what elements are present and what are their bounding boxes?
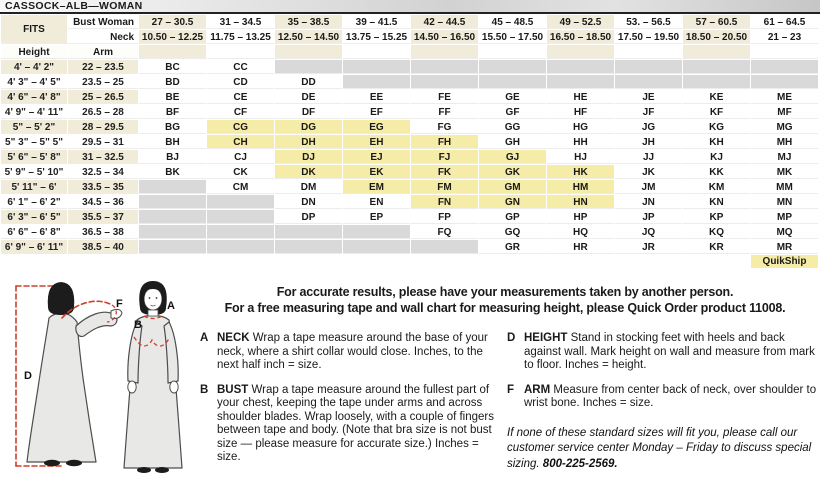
size-cell: BF <box>139 105 206 119</box>
size-cell: KK <box>683 165 750 179</box>
size-cell-quikship: EM <box>343 180 410 194</box>
height-range: 4' 3" – 4' 5" <box>1 75 67 89</box>
size-cell-unavailable <box>411 240 478 254</box>
size-cell: EP <box>343 210 410 224</box>
size-cell: MG <box>751 120 818 134</box>
instruction-letter: F <box>507 383 515 396</box>
size-row <box>1 75 818 89</box>
spacer-cell <box>207 45 274 59</box>
size-cell: MN <box>751 195 818 209</box>
height-range: 6' 9" – 6' 11" <box>1 240 67 254</box>
bust-range-header: 31 – 34.5 <box>207 15 274 29</box>
size-cell: GE <box>479 90 546 104</box>
height-range: 4' – 4' 2" <box>1 60 67 74</box>
height-range: 4' 6" – 4' 8" <box>1 90 67 104</box>
size-cell-unavailable <box>343 225 410 239</box>
size-cell: JH <box>615 135 682 149</box>
size-cell-unavailable <box>479 75 546 89</box>
quikship-row <box>1 255 818 268</box>
size-cell: MM <box>751 180 818 194</box>
size-cell: MK <box>751 165 818 179</box>
size-cell: KH <box>683 135 750 149</box>
measure-instruction-arm <box>507 384 819 411</box>
bust-header-row <box>1 15 818 29</box>
height-range: 5' 6" – 5' 8" <box>1 150 67 164</box>
spacer-cell <box>479 45 546 59</box>
instruction-text: HEIGHT Stand in stocking feet with heels and back against wall. Mark height on wall and measure from mark to floor. Inches = height. <box>524 332 815 371</box>
arm-range: 38.5 – 40 <box>68 240 138 254</box>
size-cell: JK <box>615 165 682 179</box>
neck-range-header: 15.50 – 17.50 <box>479 30 546 44</box>
bust-range-header: 53. – 56.5 <box>615 15 682 29</box>
size-cell: HF <box>547 105 614 119</box>
size-cell: KF <box>683 105 750 119</box>
arm-range: 34.5 – 36 <box>68 195 138 209</box>
size-cell: JR <box>615 240 682 254</box>
arm-range: 26.5 – 28 <box>68 105 138 119</box>
size-cell: EF <box>343 105 410 119</box>
size-cell: MQ <box>751 225 818 239</box>
size-row <box>1 165 818 179</box>
size-cell: CK <box>207 165 274 179</box>
figure-front-view <box>124 281 182 473</box>
collar <box>148 310 158 316</box>
size-row <box>1 60 818 74</box>
letter-a-label: A <box>167 300 175 312</box>
spacer-cell <box>615 45 682 59</box>
size-cell-quikship: CG <box>207 120 274 134</box>
size-cell-unavailable <box>139 195 206 209</box>
size-cell-unavailable <box>683 60 750 74</box>
arm-column-label: Arm <box>68 45 138 59</box>
height-range: 5" – 5' 2" <box>1 120 67 134</box>
instruction-letter: D <box>507 332 516 344</box>
measure-instruction-neck <box>200 332 502 373</box>
arm-range: 23.5 – 25 <box>68 75 138 89</box>
size-cell: KQ <box>683 225 750 239</box>
bust-range-header: 57 – 60.5 <box>683 15 750 29</box>
size-cell: FE <box>411 90 478 104</box>
size-cell-unavailable <box>275 225 342 239</box>
bust-row-label: Bust Woman <box>68 15 138 29</box>
size-row <box>1 240 818 254</box>
size-cell: JJ <box>615 150 682 164</box>
size-cell: HH <box>547 135 614 149</box>
instruction-letter: A <box>200 332 209 344</box>
size-cell-quikship: DH <box>275 135 342 149</box>
size-cell: MR <box>751 240 818 254</box>
size-cell-unavailable <box>275 60 342 74</box>
size-cell: DM <box>275 180 342 194</box>
neck-row-label: Neck <box>68 30 138 44</box>
size-cell-quikship: HN <box>547 195 614 209</box>
size-cell: HG <box>547 120 614 134</box>
size-row <box>1 225 818 239</box>
size-cell-quikship: EK <box>343 165 410 179</box>
measure-instruction-height <box>507 332 819 373</box>
size-cell-quikship: FN <box>411 195 478 209</box>
measure-instruction-bust <box>200 384 502 465</box>
arm-range: 33.5 – 35 <box>68 180 138 194</box>
size-cell-quikship: DG <box>275 120 342 134</box>
size-row <box>1 180 818 194</box>
size-cell: FF <box>411 105 478 119</box>
size-cell: DF <box>275 105 342 119</box>
size-cell-quikship: FK <box>411 165 478 179</box>
size-cell: HQ <box>547 225 614 239</box>
size-cell: GR <box>479 240 546 254</box>
size-cell: JE <box>615 90 682 104</box>
size-cell: ME <box>751 90 818 104</box>
sizing-table <box>0 14 819 269</box>
size-cell-unavailable <box>343 60 410 74</box>
size-cell-unavailable <box>139 210 206 224</box>
instruction-term: ARM <box>524 383 554 396</box>
arm-range: 36.5 – 38 <box>68 225 138 239</box>
instructions-left-column <box>200 332 502 476</box>
intro-text <box>190 284 820 316</box>
size-cell: JF <box>615 105 682 119</box>
size-cell-unavailable <box>207 240 274 254</box>
size-cell: BG <box>139 120 206 134</box>
neck-range-header: 14.50 – 16.50 <box>411 30 478 44</box>
size-cell: JG <box>615 120 682 134</box>
size-cell-unavailable <box>751 75 818 89</box>
size-cell-quikship: EH <box>343 135 410 149</box>
lower-section <box>0 278 820 482</box>
size-cell-quikship: HK <box>547 165 614 179</box>
size-cell: GF <box>479 105 546 119</box>
spacer-cell <box>751 45 818 59</box>
height-range: 5' 9" – 5' 10" <box>1 165 67 179</box>
neck-range-header: 21 – 23 <box>751 30 818 44</box>
size-cell: HJ <box>547 150 614 164</box>
arm-range: 32.5 – 34 <box>68 165 138 179</box>
size-cell-unavailable <box>139 240 206 254</box>
letter-b-label: B <box>134 319 142 331</box>
size-cell: EE <box>343 90 410 104</box>
size-cell: KP <box>683 210 750 224</box>
instruction-letter: B <box>200 383 209 396</box>
size-cell-quikship: DK <box>275 165 342 179</box>
size-cell-unavailable <box>343 240 410 254</box>
spacer-cell <box>343 45 410 59</box>
spacer-cell <box>139 45 206 59</box>
size-cell: KR <box>683 240 750 254</box>
bust-range-header: 39 – 41.5 <box>343 15 410 29</box>
size-cell: BC <box>139 60 206 74</box>
size-row <box>1 135 818 149</box>
size-cell-unavailable <box>751 60 818 74</box>
height-column-label: Height <box>1 45 67 59</box>
size-cell-quikship: HM <box>547 180 614 194</box>
bust-range-header: 42 – 44.5 <box>411 15 478 29</box>
intro-line-1: For accurate results, please have your measurements taken by another person. <box>276 285 734 299</box>
instruction-term: BUST <box>217 383 252 396</box>
size-cell: DN <box>275 195 342 209</box>
height-range: 4' 9" – 4' 11" <box>1 105 67 119</box>
quikship-badge: QuikShip <box>751 255 818 268</box>
size-cell: HP <box>547 210 614 224</box>
height-range: 5' 11" – 6' <box>1 180 67 194</box>
instructions-right-column <box>507 332 819 472</box>
size-cell-quikship: GN <box>479 195 546 209</box>
size-row <box>1 210 818 224</box>
bust-range-header: 61 – 64.5 <box>751 15 818 29</box>
size-cell-unavailable <box>207 195 274 209</box>
instruction-term: HEIGHT <box>524 332 571 344</box>
neck-range-header: 18.50 – 20.50 <box>683 30 750 44</box>
size-cell: GG <box>479 120 546 134</box>
size-row <box>1 150 818 164</box>
spacer-cell <box>275 45 342 59</box>
size-cell: JN <box>615 195 682 209</box>
size-row <box>1 90 818 104</box>
instruction-text: NECK Wrap a tape measure around the base of your neck, where a shirt collar would close. Inches, to the next half inch = size. <box>217 332 488 371</box>
size-cell-quikship: FJ <box>411 150 478 164</box>
size-cell: CF <box>207 105 274 119</box>
measurement-diagram <box>2 278 198 480</box>
size-cell: DD <box>275 75 342 89</box>
size-cell: HE <box>547 90 614 104</box>
size-cell: CE <box>207 90 274 104</box>
size-cell: FQ <box>411 225 478 239</box>
instruction-text: BUST Wrap a tape measure around the fullest part of your chest, keeping the tape under arms and across shoulder blades. Wrap loosely, with a couple of fingers between tape and body. (Note that bra size is not bust size — please measure for accurate size.) Inches = size. <box>217 383 495 463</box>
size-cell-unavailable <box>547 75 614 89</box>
figure-back-view <box>27 282 123 466</box>
size-cell-quikship: GK <box>479 165 546 179</box>
bust-range-header: 35 – 38.5 <box>275 15 342 29</box>
size-cell: MP <box>751 210 818 224</box>
spacer-cell <box>683 45 750 59</box>
size-cell-unavailable <box>139 180 206 194</box>
size-cell: HR <box>547 240 614 254</box>
intro-line-2: For a free measuring tape and wall chart for measuring height, please Quick Order product 11008. <box>224 301 786 315</box>
size-cell-quikship: FM <box>411 180 478 194</box>
size-cell: KJ <box>683 150 750 164</box>
size-cell: FG <box>411 120 478 134</box>
neck-range-header: 13.75 – 15.25 <box>343 30 410 44</box>
arm-range: 25 – 26.5 <box>68 90 138 104</box>
size-cell: CJ <box>207 150 274 164</box>
size-cell-unavailable <box>139 225 206 239</box>
arm-range: 35.5 – 37 <box>68 210 138 224</box>
size-cell-quikship: CH <box>207 135 274 149</box>
size-cell-quikship: EJ <box>343 150 410 164</box>
bust-range-header: 45 – 48.5 <box>479 15 546 29</box>
size-cell-quikship: GM <box>479 180 546 194</box>
bust-range-header: 27 – 30.5 <box>139 15 206 29</box>
size-cell: KN <box>683 195 750 209</box>
size-cell: EN <box>343 195 410 209</box>
special-sizing-note <box>507 426 819 473</box>
size-cell: GH <box>479 135 546 149</box>
neck-header-row <box>1 30 818 44</box>
size-cell-quikship: DJ <box>275 150 342 164</box>
letter-d-label: D <box>24 370 32 382</box>
instruction-term: NECK <box>217 332 253 344</box>
phone-number: 800-225-2569. <box>542 457 618 470</box>
size-cell: DE <box>275 90 342 104</box>
size-cell: CC <box>207 60 274 74</box>
size-cell: JP <box>615 210 682 224</box>
size-row <box>1 105 818 119</box>
size-cell: CM <box>207 180 274 194</box>
neck-range-header: 16.50 – 18.50 <box>547 30 614 44</box>
size-cell: GQ <box>479 225 546 239</box>
size-cell: BJ <box>139 150 206 164</box>
size-cell-unavailable <box>615 60 682 74</box>
size-cell-quikship: GJ <box>479 150 546 164</box>
measure-header-row <box>1 45 818 59</box>
size-cell-unavailable <box>615 75 682 89</box>
arm-range: 22 – 23.5 <box>68 60 138 74</box>
size-cell: MJ <box>751 150 818 164</box>
bust-range-header: 49 – 52.5 <box>547 15 614 29</box>
size-cell: MH <box>751 135 818 149</box>
size-cell: JM <box>615 180 682 194</box>
arm-range: 28 – 29.5 <box>68 120 138 134</box>
size-cell: MF <box>751 105 818 119</box>
size-cell-unavailable <box>411 75 478 89</box>
page-title: CASSOCK–ALB—WOMAN <box>0 0 820 14</box>
size-cell-unavailable <box>275 240 342 254</box>
size-cell-unavailable <box>343 75 410 89</box>
size-cell-unavailable <box>547 60 614 74</box>
spacer-cell <box>1 255 750 268</box>
spacer-cell <box>411 45 478 59</box>
spacer-cell <box>547 45 614 59</box>
size-cell-unavailable <box>207 210 274 224</box>
size-cell-quikship: EG <box>343 120 410 134</box>
size-row <box>1 120 818 134</box>
size-cell: CD <box>207 75 274 89</box>
size-cell: BK <box>139 165 206 179</box>
fits-label: FITS <box>1 15 67 44</box>
neck-range-header: 12.50 – 14.50 <box>275 30 342 44</box>
letter-f-label: F <box>116 298 123 310</box>
size-cell: KE <box>683 90 750 104</box>
size-row <box>1 195 818 209</box>
size-cell-unavailable <box>411 60 478 74</box>
arm-range: 29.5 – 31 <box>68 135 138 149</box>
size-cell: JQ <box>615 225 682 239</box>
size-cell: DP <box>275 210 342 224</box>
height-range: 6' 1" – 6' 2" <box>1 195 67 209</box>
neck-range-header: 11.75 – 13.25 <box>207 30 274 44</box>
size-cell: KG <box>683 120 750 134</box>
size-cell: FP <box>411 210 478 224</box>
height-range: 5" 3" – 5" 5" <box>1 135 67 149</box>
size-cell-unavailable <box>207 225 274 239</box>
size-cell: KM <box>683 180 750 194</box>
note-text: If none of these standard sizes will fit you, please call our customer service center Monday – Friday to discuss special sizing. <box>507 426 812 470</box>
height-range: 6' 3" – 6' 5" <box>1 210 67 224</box>
height-range: 6' 6" – 6' 8" <box>1 225 67 239</box>
instruction-text: ARM Measure from center back of neck, over shoulder to wrist bone. Inches = size. <box>524 383 817 409</box>
neck-range-header: 17.50 – 19.50 <box>615 30 682 44</box>
size-cell: GP <box>479 210 546 224</box>
arm-range: 31 – 32.5 <box>68 150 138 164</box>
size-cell-quikship: FH <box>411 135 478 149</box>
size-cell-unavailable <box>683 75 750 89</box>
size-cell: BH <box>139 135 206 149</box>
size-cell: BD <box>139 75 206 89</box>
size-cell-unavailable <box>479 60 546 74</box>
size-cell: BE <box>139 90 206 104</box>
neck-range-header: 10.50 – 12.25 <box>139 30 206 44</box>
